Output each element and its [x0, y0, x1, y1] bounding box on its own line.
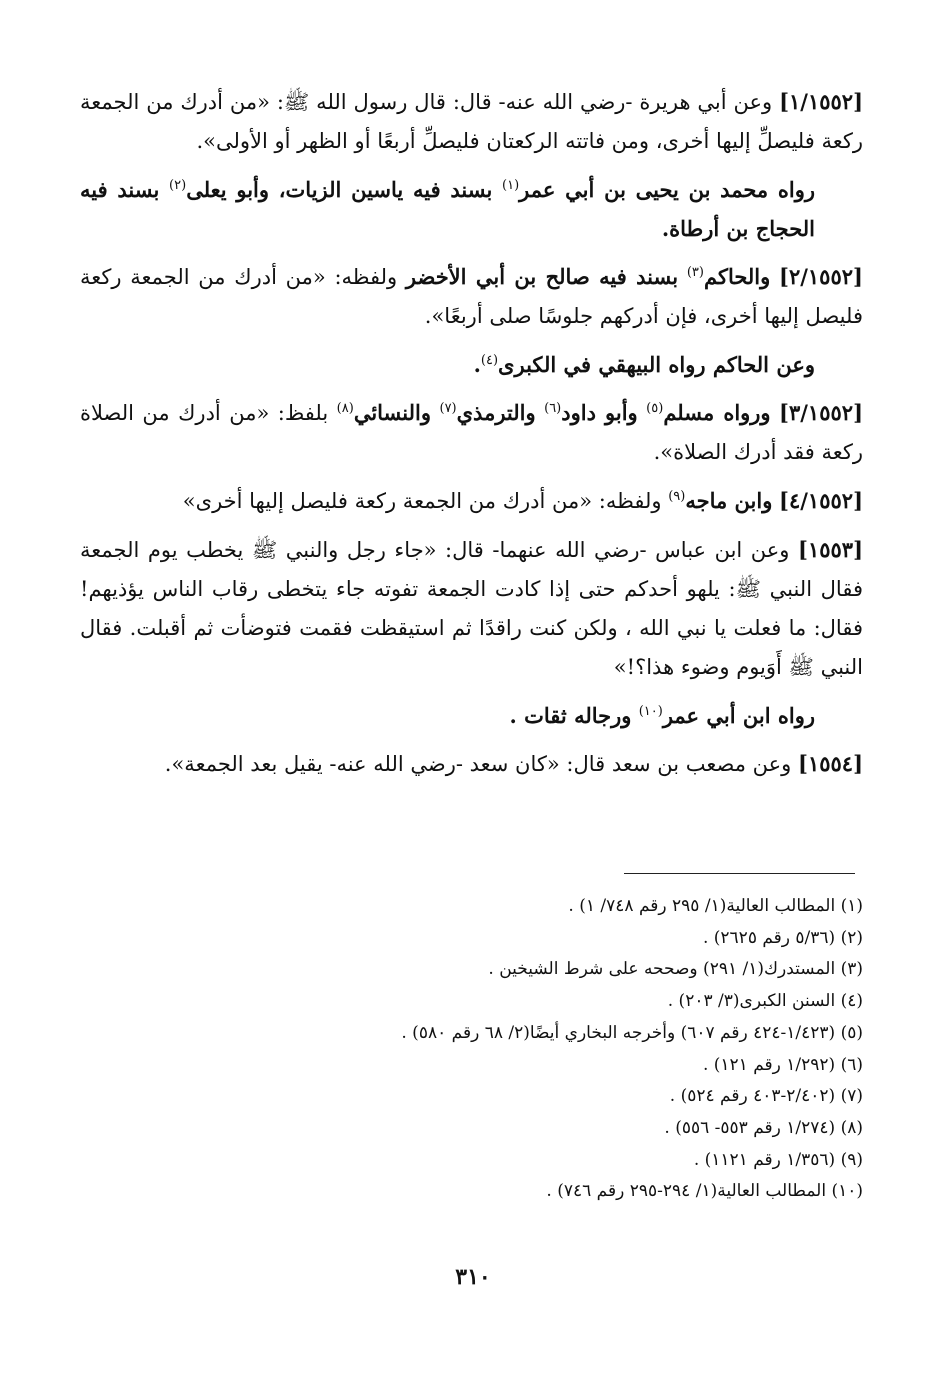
- footnote: (١) المطالب العالية(١/ ٢٩٥ رقم ٧٤٨/ ١) .: [568, 896, 863, 916]
- source-text: والحاكم: [703, 264, 771, 289]
- source-text: والنسائي: [353, 400, 432, 425]
- footnote: (٥) (١/٤٢٣-٤٢٤ رقم ٦٠٧) وأخرجه البخاري أيضًا(٢/ ٦٨ رقم ٥٨٠) .: [401, 1022, 863, 1043]
- narration-text: وعن الحاكم رواه البيهقي في الكبرى: [498, 352, 815, 377]
- footnotes: [150, 891, 863, 1208]
- narration-text: بسند فيه ياسين الزيات، وأبو يعلى: [186, 177, 493, 202]
- source-text: بسند فيه صالح بن أبي الأخضر: [405, 264, 679, 289]
- footnote-ref[interactable]: (٦): [544, 401, 562, 416]
- narration-text: .: [473, 352, 481, 377]
- narration-text: بسند فيه الحجاج بن أرطاة.: [80, 177, 815, 241]
- narration-paragraph: [80, 170, 863, 248]
- hadith-number: [٤/١٥٥٢]: [779, 488, 863, 513]
- footnote-ref[interactable]: (١٠): [638, 704, 663, 719]
- footnote-ref[interactable]: (٧): [439, 401, 457, 416]
- hadith-text: وعن أبي هريرة -رضي الله عنه- قال: قال رسول الله ﷺ: «من أدرك من الجمعة ركعة فليصلِّ إليها أخرى، ومن فاتته الركعتان فليصلِّ أربعًا أو الظهر أو الأولى».: [80, 90, 863, 153]
- hadith-number: [١/١٥٥٢]: [779, 89, 864, 114]
- hadith-number: [٣/١٥٥٢]: [779, 400, 863, 425]
- hadith-paragraph: [80, 82, 863, 161]
- hadith-paragraph: [80, 530, 863, 687]
- footnote: (٦) (١/٢٩٢ رقم ١٢١) .: [702, 1054, 863, 1075]
- footnote-ref[interactable]: (٢): [169, 178, 187, 193]
- hadith-text: وعن ابن عباس -رضي الله عنهما- قال: «جاء رجل والنبي ﷺ يخطب يوم الجمعة فقال النبي ﷺ: يلهو أحدكم حتى إذا كادت الجمعة تفوته جاء يتخطى رقاب الناس يؤذيهم! فقال: ما فعلت يا نبي الله ، ولكن كنت راقدًا ثم استيقظت فقمت فتوضأت ثم أقبلت. فقال النبي ﷺ أَوَيوم وضوء هذا؟!»: [80, 538, 863, 679]
- footnote: (٨) (١/٢٧٤ رقم ٥٥٣- ٥٥٦) .: [664, 1117, 863, 1138]
- hadith-paragraph: [80, 481, 863, 521]
- footnote-separator: [624, 873, 855, 874]
- source-text: والترمذي: [456, 400, 536, 425]
- narration-paragraph: [80, 696, 863, 735]
- footnote: (٧) (٢/٤٠٢-٤٠٣ رقم ٥٢٤) .: [669, 1086, 863, 1107]
- footnote: (٤) السنن الكبرى(٣/ ٢٠٣) .: [667, 991, 863, 1012]
- hadith-paragraph: [80, 257, 863, 336]
- hadith-text: وعن مصعب بن سعد قال: «كان سعد -رضي الله عنه- يقيل بعد الجمعة».: [164, 752, 792, 776]
- footnote: (٩) (١/٣٥٦ رقم ١١٢١) .: [693, 1149, 863, 1170]
- narration-paragraph: [80, 345, 863, 384]
- footnote-ref[interactable]: (٣): [686, 265, 704, 280]
- source-text: وأبو داود: [561, 400, 638, 425]
- footnote-ref[interactable]: (٥): [646, 401, 664, 416]
- footnote: (١٠) المطالب العالية(١/ ٢٩٤-٢٩٥ رقم ٧٤٦) .: [546, 1181, 863, 1202]
- footnote: (٣) المستدرك(١/ ٢٩١) وصححه على شرط الشيخين .: [488, 959, 863, 980]
- main-text: [80, 82, 863, 793]
- footnote-ref[interactable]: (٤): [480, 353, 499, 368]
- hadith-text: بلفظ: «من أدرك من الصلاة ركعة فقد أدرك الصلاة».: [80, 401, 863, 464]
- source-text: وابن ماجه: [685, 488, 773, 513]
- footnote-ref[interactable]: (٨): [336, 401, 354, 416]
- footnote-ref[interactable]: (٩): [668, 489, 686, 504]
- hadith-text: ولفظه: «من أدرك من الجمعة ركعة فليصل إليها أخرى، فإن أدركهم جلوسًا صلى أربعًا».: [80, 265, 863, 328]
- narration-text: رواه محمد بن يحيى بن أبي عمر: [519, 177, 815, 202]
- source-text: ورواه مسلم: [663, 400, 771, 425]
- footnote: (٢) (٥/٣٦ رقم ٢٦٢٥) .: [702, 927, 863, 948]
- hadith-paragraph: [80, 393, 863, 472]
- hadith-paragraph: [80, 744, 863, 784]
- hadith-number: [٢/١٥٥٢]: [779, 264, 863, 289]
- page-number: ٣١٠: [455, 1264, 491, 1290]
- hadith-text: ولفظه: «من أدرك من الجمعة ركعة فليصل إليها أخرى»: [182, 489, 662, 513]
- narration-text: ورجاله ثقات .: [509, 703, 632, 728]
- narration-text: رواه ابن أبي عمر: [662, 703, 815, 728]
- hadith-number: [١٥٥٣]: [798, 537, 863, 562]
- footnote-ref[interactable]: (١): [502, 178, 520, 193]
- hadith-number: [١٥٥٤]: [798, 751, 863, 776]
